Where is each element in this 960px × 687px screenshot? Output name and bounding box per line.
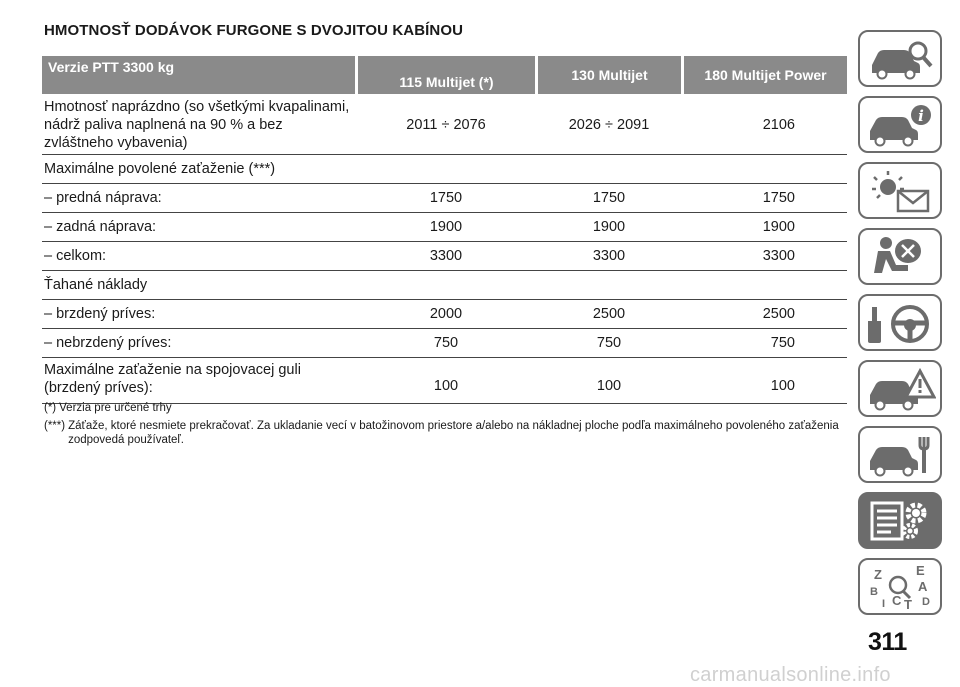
table-row bbox=[42, 184, 847, 213]
row-value: 2500 bbox=[535, 300, 681, 329]
index-letter: T bbox=[904, 596, 912, 611]
row-value bbox=[535, 271, 681, 300]
index-letter: C bbox=[892, 592, 902, 608]
table-row bbox=[42, 155, 847, 184]
row-label: – brzdený príves: bbox=[42, 300, 355, 329]
footnote-mark: (***) bbox=[44, 420, 66, 432]
row-value: 2106 bbox=[681, 96, 847, 155]
tab-knowing-vehicle[interactable] bbox=[858, 30, 942, 87]
table-header-row bbox=[42, 56, 847, 96]
index-letter: E bbox=[916, 562, 925, 578]
row-value: 3300 bbox=[535, 242, 681, 271]
row-label: – celkom: bbox=[42, 242, 355, 271]
table-row bbox=[42, 358, 847, 404]
row-value: 1900 bbox=[535, 213, 681, 242]
row-value bbox=[355, 271, 535, 300]
table-row bbox=[42, 271, 847, 300]
tab-index[interactable] bbox=[858, 558, 942, 615]
row-label: Ťahané náklady bbox=[42, 271, 355, 300]
row-label: Maximálne zaťaženie na spojovacej guli (brzdený príves): bbox=[42, 358, 355, 404]
footnotes bbox=[44, 401, 844, 451]
tab-emergency[interactable] bbox=[858, 360, 942, 417]
alphabetical-index-icon bbox=[864, 563, 936, 611]
row-value: 1750 bbox=[681, 184, 847, 213]
row-label: Maximálne povolené zaťaženie (***) bbox=[42, 155, 355, 184]
tab-safety[interactable] bbox=[858, 96, 942, 153]
index-letter: D bbox=[922, 595, 930, 608]
table-row bbox=[42, 213, 847, 242]
row-value: 3300 bbox=[355, 242, 535, 271]
row-value: 100 bbox=[681, 358, 847, 404]
car-info-icon bbox=[864, 101, 936, 149]
car-service-icon bbox=[864, 431, 936, 479]
row-value: 2026 ÷ 2091 bbox=[535, 96, 681, 155]
row-value: 2000 bbox=[355, 300, 535, 329]
footnote bbox=[44, 419, 844, 447]
row-value: 1900 bbox=[681, 213, 847, 242]
row-value bbox=[681, 271, 847, 300]
row-value: 1750 bbox=[535, 184, 681, 213]
chapter-sidebar bbox=[858, 30, 950, 624]
index-letter: B bbox=[870, 585, 878, 598]
row-value: 1900 bbox=[355, 213, 535, 242]
tab-safety-systems[interactable] bbox=[858, 228, 942, 285]
row-label: – zadná náprava: bbox=[42, 213, 355, 242]
svg-text:i: i bbox=[918, 106, 924, 125]
footnote-text: Verzia pre určené trhy bbox=[59, 402, 172, 414]
row-value: 3300 bbox=[681, 242, 847, 271]
table-row bbox=[42, 329, 847, 358]
header-115-multijet: 115 Multijet (*) bbox=[355, 56, 535, 96]
row-label: Hmotnosť naprázdno (so všetkými kvapalinami, nádrž paliva naplnená na 90 % a bez zvláštneho vybavenia) bbox=[42, 96, 355, 155]
index-letter: Z bbox=[874, 566, 882, 582]
car-search-icon bbox=[864, 35, 936, 83]
light-message-icon bbox=[864, 167, 936, 215]
footnote bbox=[44, 401, 844, 415]
row-value: 2011 ÷ 2076 bbox=[355, 96, 535, 155]
watermark: carmanualsonline.info bbox=[690, 664, 891, 686]
row-value: 750 bbox=[681, 329, 847, 358]
row-value: 100 bbox=[355, 358, 535, 404]
table-row bbox=[42, 96, 847, 155]
car-warning-icon bbox=[864, 365, 936, 413]
footnote-mark: (*) bbox=[44, 402, 57, 414]
row-label: – nebrzdený príves: bbox=[42, 329, 355, 358]
row-value: 750 bbox=[355, 329, 535, 358]
row-value bbox=[535, 155, 681, 184]
tab-maintenance[interactable] bbox=[858, 426, 942, 483]
row-value: 2500 bbox=[681, 300, 847, 329]
tab-technical-data[interactable] bbox=[858, 492, 942, 549]
row-label: – predná náprava: bbox=[42, 184, 355, 213]
header-versions: Verzie PTT 3300 kg bbox=[42, 56, 355, 96]
weights-table bbox=[42, 56, 847, 404]
row-value: 100 bbox=[535, 358, 681, 404]
tab-starting-driving[interactable] bbox=[858, 294, 942, 351]
page-number: 311 bbox=[868, 628, 907, 656]
header-130-multijet: 130 Multijet bbox=[535, 56, 681, 96]
index-letter: I bbox=[882, 597, 886, 610]
table-row bbox=[42, 242, 847, 271]
tab-warning-lights[interactable] bbox=[858, 162, 942, 219]
row-value bbox=[681, 155, 847, 184]
page-title: HMOTNOSŤ DODÁVOK FURGONE S DVOJITOU KABÍNOU bbox=[44, 22, 464, 39]
airbag-seat-icon bbox=[864, 233, 936, 281]
row-value: 750 bbox=[535, 329, 681, 358]
row-value bbox=[355, 155, 535, 184]
index-letter: A bbox=[918, 578, 928, 594]
header-180-multijet-power: 180 Multijet Power bbox=[681, 56, 847, 96]
table-row bbox=[42, 300, 847, 329]
steering-wheel-icon bbox=[864, 299, 936, 347]
row-value: 1750 bbox=[355, 184, 535, 213]
footnote-text: Záťaže, ktoré nesmiete prekračovať. Za ukladanie vecí v batožinovom priestore a/alebo na nákladnej ploche podľa maximálneho povoleného zaťaženia zodpovedá používateľ. bbox=[68, 420, 839, 446]
technical-data-icon bbox=[864, 497, 936, 545]
